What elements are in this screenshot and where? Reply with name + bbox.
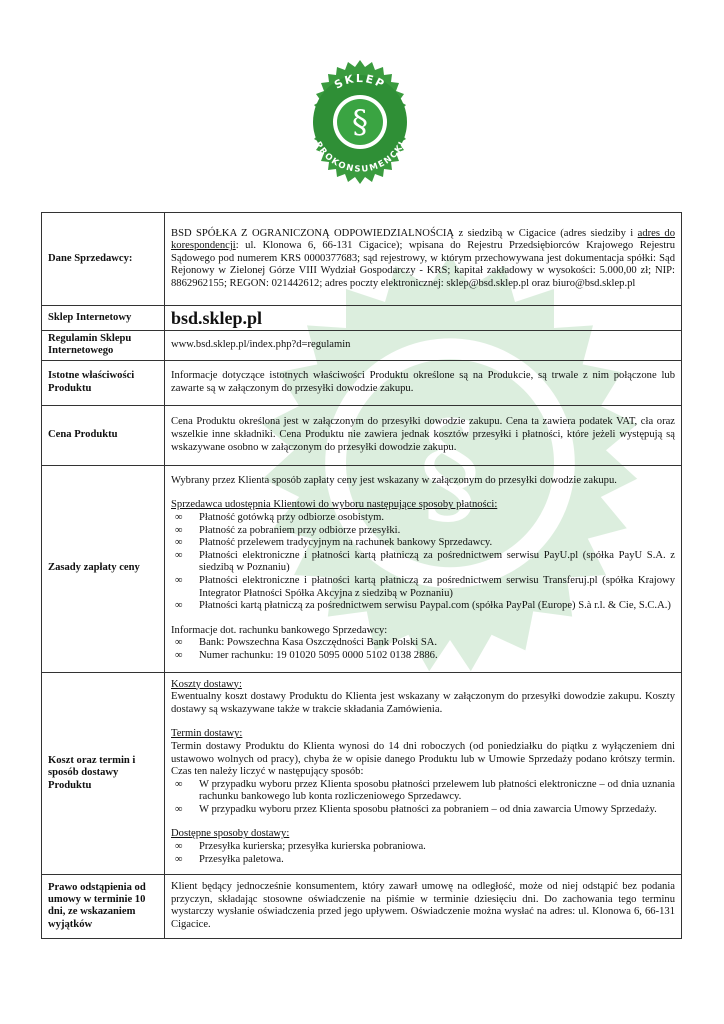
row-payment: [42, 465, 682, 672]
price-text: Cena Produktu określona jest w załączonym do przesyłki dowodzie zakupu. Cena ta zawiera podatek VAT, cła oraz wszelkie inne składniki. Cena Produktu nie zawiera jednak kosztów przesyłki i płatności, które jeżeli występują są wskazywane osobno w załączonym do przesyłki dowodzie zakupu.: [165, 405, 682, 465]
row-withdrawal: [42, 875, 682, 938]
seal-text-top: SKLEP: [332, 71, 388, 92]
delivery-term-list: [171, 779, 675, 817]
bank-list: [171, 637, 675, 662]
list-item: ∞ Przesyłka kurierska; przesyłka kurierska pobraniowa.: [171, 841, 675, 854]
shop-name: bsd.sklep.pl: [165, 306, 682, 331]
row-features: [42, 360, 682, 405]
list-item: ∞ W przypadku wyboru przez Klienta sposobu płatności przelewem lub płatności elektroniczne – od dnia uznania rachunku bankowego lub konta rozliczeniowego Sprzedawcy.: [171, 779, 675, 804]
row-label: Zasady zapłaty ceny: [42, 465, 165, 672]
svg-text:§: §: [418, 395, 482, 540]
row-price: [42, 405, 682, 465]
row-delivery: [42, 672, 682, 875]
list-item: ∞ Płatności elektroniczne i płatności kartą płatniczą za pośrednictwem serwisu Transferuj.pl (spółka Krajowy Integrator Płatności Spółka Akcyjna z siedzibą w Poznaniu): [171, 575, 675, 600]
delivery-term-text: Termin dostawy Produktu do Klienta wynosi do 14 dni roboczych (od poniedziałku do piątku z wyłączeniem dni ustawowo wolnych od pracy), chyba że w opisie danego Produktu lub w Umowie Sprzedaży podano krótszy termin. Czas ten należy liczyć w następujący sposób:: [171, 740, 675, 778]
seller-details: [165, 213, 682, 306]
seal-logo: [298, 60, 422, 184]
terms-url: www.bsd.sklep.pl/index.php?d=regulamin: [165, 331, 682, 361]
row-label: Regulamin Sklepu Internetowego: [42, 331, 165, 361]
list-item: ∞ Płatności kartą płatniczą za pośrednictwem serwisu Paypal.com (spółka PayPal (Europe) S.à r.l. & Cie, S.C.A.): [171, 600, 675, 613]
payment-methods-list: [171, 512, 675, 613]
list-item: ∞ Płatności elektroniczne i płatności kartą płatniczą za pośrednictwem serwisu PayU.pl (spółka PayU S.A. z siedzibą w Poznaniu): [171, 550, 675, 575]
delivery-methods-heading: Dostępne sposoby dostawy:: [171, 828, 290, 840]
row-shop: [42, 306, 682, 331]
delivery-methods-list: [171, 841, 675, 866]
payment-details: [165, 465, 682, 672]
withdrawal-text: Klient będący jednocześnie konsumentem, który zawarł umowę na odległość, może od niej odstąpić bez podania przyczyn, składając stosowne oświadczenie na piśmie w terminie dziesięciu dni. Do zachowania tego terminu wystarczy wysłanie oświadczenia przed jego upływem. Oświadczenie można wysłać na adres: ul. Klonowa 6, 66-131 Cigacice.: [165, 875, 682, 938]
list-item: ∞ Płatność przelewem tradycyjnym na rachunek bankowy Sprzedawcy.: [171, 537, 675, 550]
bank-heading: Informacje dot. rachunku bankowego Sprzedawcy:: [171, 624, 388, 636]
consumer-info-table: [41, 212, 682, 939]
row-label: Istotne właściwości Produktu: [42, 360, 165, 405]
list-item: ∞ Bank: Powszechna Kasa Oszczędności Bank Polski SA.: [171, 637, 675, 650]
seal-symbol: §: [352, 103, 368, 141]
features-text: Informacje dotyczące istotnych właściwości Produktu określone są na Produkcie, są trwale z nim połączone lub zawarte są w załączonym do przesyłki dowodzie zakupu.: [165, 360, 682, 405]
row-label: Prawo odstąpienia od umowy w terminie 10 dni, ze wskazaniem wyjątków: [42, 875, 165, 938]
payment-intro: Wybrany przez Klienta sposób zapłaty ceny jest wskazany w załączonym do przesyłki dowodzie zakupu.: [171, 474, 617, 486]
delivery-term-heading: Termin dostawy:: [171, 728, 243, 740]
row-label: Dane Sprzedawcy:: [42, 213, 165, 306]
row-terms: [42, 331, 682, 361]
list-item: ∞ Płatność gotówką przy odbiorze osobistym.: [171, 512, 675, 525]
delivery-cost-heading: Koszty dostawy:: [171, 678, 242, 690]
seal-text-bottom: PROKONSUMENCKI: [312, 140, 408, 175]
seller-text-b: : ul. Klonowa 6, 66-131 Cigacice); wpisana do Rejestru Przedsiębiorców Krajowego Rejestru Sądowego pod numerem KRS 0000377683; sąd rejestrowy, w którym przechowywana jest dokumentacja spółki: Sąd Rejonowy w Zielonej Górze VIII Wydział Gospodarczy - KRS; kapitał zakładowy w wysokości: 5.000,00 zł; NIP: 8862962155; REGON: 021442612; adres poczty elektronicznej: sklep@bsd.sklep.pl oraz biuro@bsd.sklep.pl: [171, 240, 675, 289]
row-seller: [42, 213, 682, 306]
list-item: ∞ Płatność za pobraniem przy odbiorze przesyłki.: [171, 525, 675, 538]
seller-text-a: BSD SPÓŁKA Z OGRANICZONĄ ODPOWIEDZIALNOŚCIĄ z siedzibą w Cigacice (adres siedziby i: [171, 227, 638, 239]
row-label: Sklep Internetowy: [42, 306, 165, 331]
delivery-details: [165, 672, 682, 875]
list-item: ∞ Przesyłka paletowa.: [171, 854, 675, 867]
payment-methods-heading: Sprzedawca udostępnia Klientowi do wyboru następujące sposoby płatności:: [171, 499, 498, 511]
row-label: Koszt oraz termin i sposób dostawy Produktu: [42, 672, 165, 875]
correspondence-address-link: adres do korespondencji: [171, 227, 675, 252]
row-label: Cena Produktu: [42, 405, 165, 465]
delivery-cost-text: Ewentualny koszt dostawy Produktu do Klienta jest wskazany w załączonym do przesyłki dowodzie zakupu. Koszty dostawy są wskazywane także w trakcie składania Zamówienia.: [171, 691, 675, 715]
list-item: ∞ Numer rachunku: 19 01020 5095 0000 5102 0138 2886.: [171, 650, 675, 663]
list-item: ∞ W przypadku wyboru przez Klienta sposobu płatności za pobraniem – od dnia zawarcia Umowy Sprzedaży.: [171, 804, 675, 817]
